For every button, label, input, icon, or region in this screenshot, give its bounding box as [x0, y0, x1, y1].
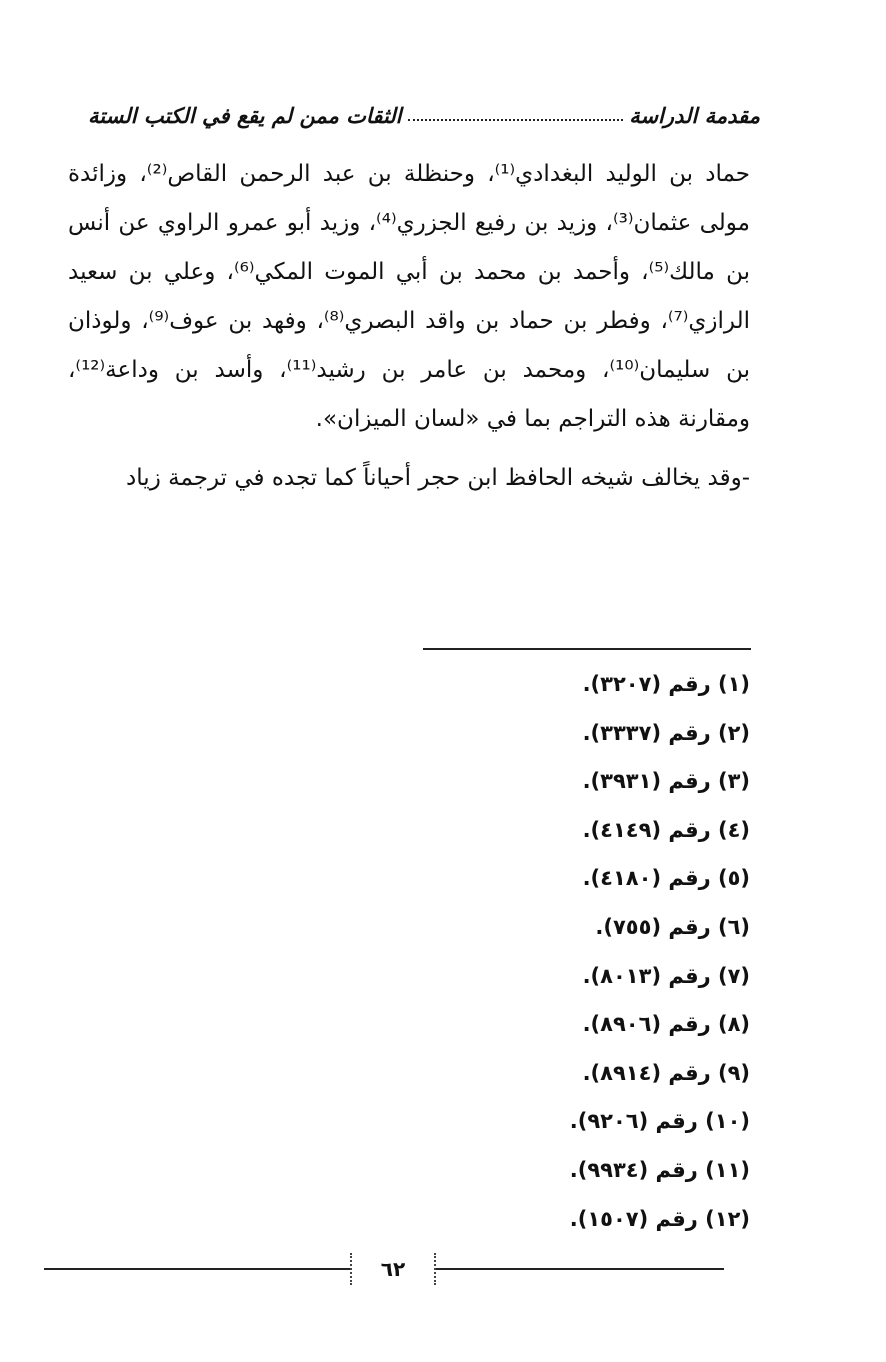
- footnote-8: (٨) رقم (٨٩٠٦).: [582, 1012, 750, 1037]
- footnote-6: (٦) رقم (٧٥٥).: [595, 914, 750, 939]
- header-leader-dots: [408, 119, 624, 121]
- footnote-1: (١) رقم (٣٢٠٧).: [582, 672, 750, 696]
- footnote-9: (٩) رقم (٨٩١٤).: [582, 1060, 750, 1085]
- page-number: ٦٢: [350, 1253, 436, 1285]
- footnote-3: (٣) رقم (٣٩٣١).: [582, 769, 750, 794]
- running-header: [88, 98, 760, 132]
- footnote-7: (٧) رقم (٨٠١٣).: [582, 963, 750, 988]
- footnote-separator: [423, 648, 751, 650]
- paragraph-2: -وقد يخالف شيخه الحافظ ابن حجر أحياناً كما تجده في ترجمة زياد: [126, 465, 750, 491]
- footnote-10: (١٠) رقم (٩٢٠٦).: [569, 1109, 750, 1134]
- footnotes-list: [540, 660, 750, 1243]
- paragraph-1: حماد بن الوليد البغدادي⁽¹⁾، وحنظلة بن عبد الرحمن القاص⁽²⁾، وزائدة مولى عثمان⁽³⁾، وزيد بن رفيع الجزري⁽⁴⁾، وزيد أبو عمرو الراوي عن أنس بن مالك⁽⁵⁾، وأحمد بن محمد بن أبي الموت المكي⁽⁶⁾، وعلي بن سعيد الرازي⁽⁷⁾، وفطر بن حماد بن واقد البصري⁽⁸⁾، وفهد بن عوف⁽⁹⁾، ولوذان بن سليمان⁽¹⁰⁾، ومحمد بن عامر بن رشيد⁽¹¹⁾، وأسد بن وداعة⁽¹²⁾، ومقارنة هذه التراجم بما في «لسان الميزان».: [68, 161, 751, 432]
- footnote-11: (١١) رقم (٩٩٣٤).: [569, 1157, 750, 1182]
- main-text: [68, 150, 750, 503]
- footnote-4: (٤) رقم (٤١٤٩).: [582, 817, 750, 842]
- header-book-title: الثقات ممن لم يقع في الكتب الستة: [88, 102, 402, 128]
- header-section-title: مقدمة الدراسة: [629, 102, 760, 128]
- footnote-5: (٥) رقم (٤١٨٠).: [582, 866, 750, 891]
- footnote-12: (١٢) رقم (١٥٠٧).: [569, 1206, 750, 1231]
- footnote-2: (٢) رقم (٣٣٣٧).: [582, 720, 750, 745]
